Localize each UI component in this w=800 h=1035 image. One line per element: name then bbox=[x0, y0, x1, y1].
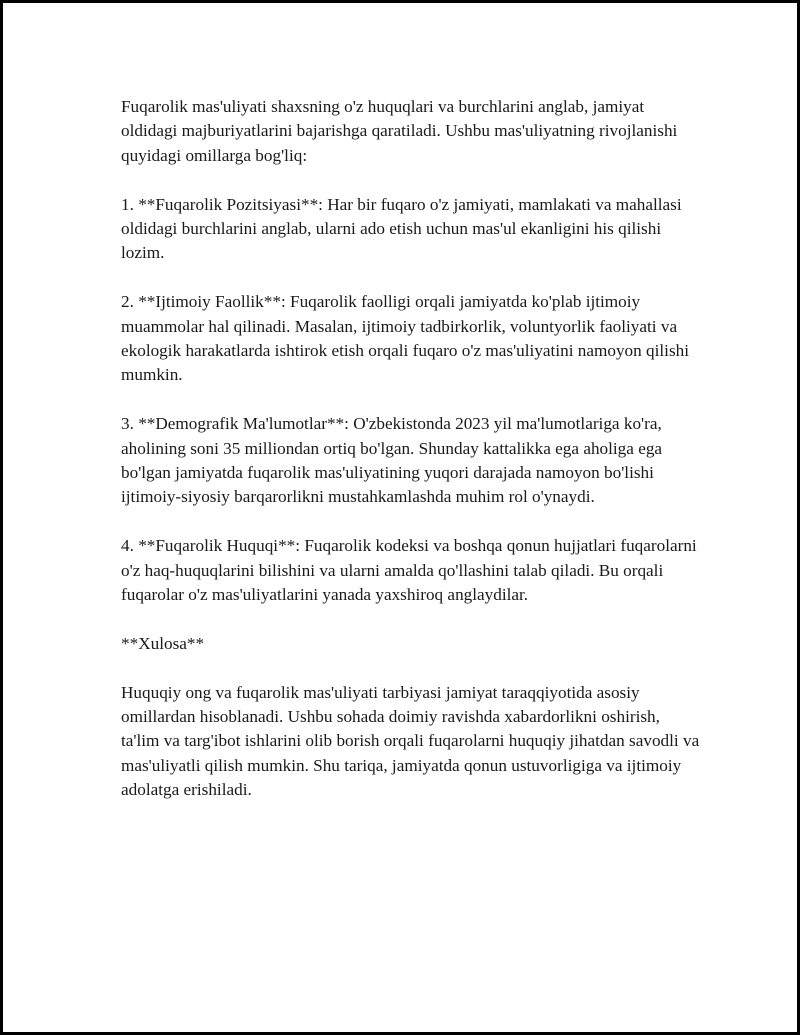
conclusion-paragraph: Huquqiy ong va fuqarolik mas'uliyati tarbiyasi jamiyat taraqqiyotida asosiy omillardan hisoblanadi. Ushbu sohada doimiy ravishda xabardorlikni oshirish, ta'lim va targ'ibot ishlarini olib borish orqali fuqarolarni huquqiy jihatdan savodli va mas'uliyatli qilish mumkin. Shu tariqa, jamiyatda qonun ustuvorligiga va ijtimoiy adolatga erishiladi. bbox=[121, 682, 700, 800]
list-item: 3. **Demografik Ma'lumotlar**: O'zbekistonda 2023 yil ma'lumotlariga ko'ra, aholining soni 35 milliondan ortiq bo'lgan. Shunday kattalikka ega aholiga ega bo'lgan jamiyatda fuqarolik mas'uliyatining yuqori darajada namoyon bo'lishi ijtimoiy-siyosiy barqarorlikni mustahkamlashda muhim rol o'ynaydi. bbox=[121, 414, 663, 507]
list-item: 4. **Fuqarolik Huquqi**: Fuqarolik kodeksi va boshqa qonun hujjatlari fuqarolarni o'z haq-huquqlarini bilishini va ularni amalda qo'llashini talab qiladi. Bu orqali fuqarolar o'z mas'uliyatlarini yanada yaxshiroq anglaydilar. bbox=[121, 536, 697, 605]
conclusion-heading: **Xulosa** bbox=[121, 633, 205, 653]
list-item: 2. **Ijtimoiy Faollik**: Fuqarolik faolligi orqali jamiyatda ko'plab ijtimoiy muammolar hal qilinadi. Masalan, ijtimoiy tadbirkorlik, voluntyorlik faoliyati va ekologik harakatlarda ishtirok etish orqali fuqaro o'z mas'uliyatini namoyon qilishi mumkin. bbox=[121, 292, 690, 385]
document-body bbox=[121, 95, 701, 803]
list-item: 1. **Fuqarolik Pozitsiyasi**: Har bir fuqaro o'z jamiyati, mamlakati va mahallasi oldidagi burchlarini anglab, ularni ado etish uchun mas'ul ekanligini his qilishi lozim. bbox=[121, 194, 682, 263]
intro-paragraph: Fuqarolik mas'uliyati shaxsning o'z huquqlari va burchlarini anglab, jamiyat oldidagi majburiyatlarini bajarishga qaratiladi. Ushbu mas'uliyatning rivojlanishi quyidagi omillarga bog'liq: bbox=[121, 97, 678, 165]
